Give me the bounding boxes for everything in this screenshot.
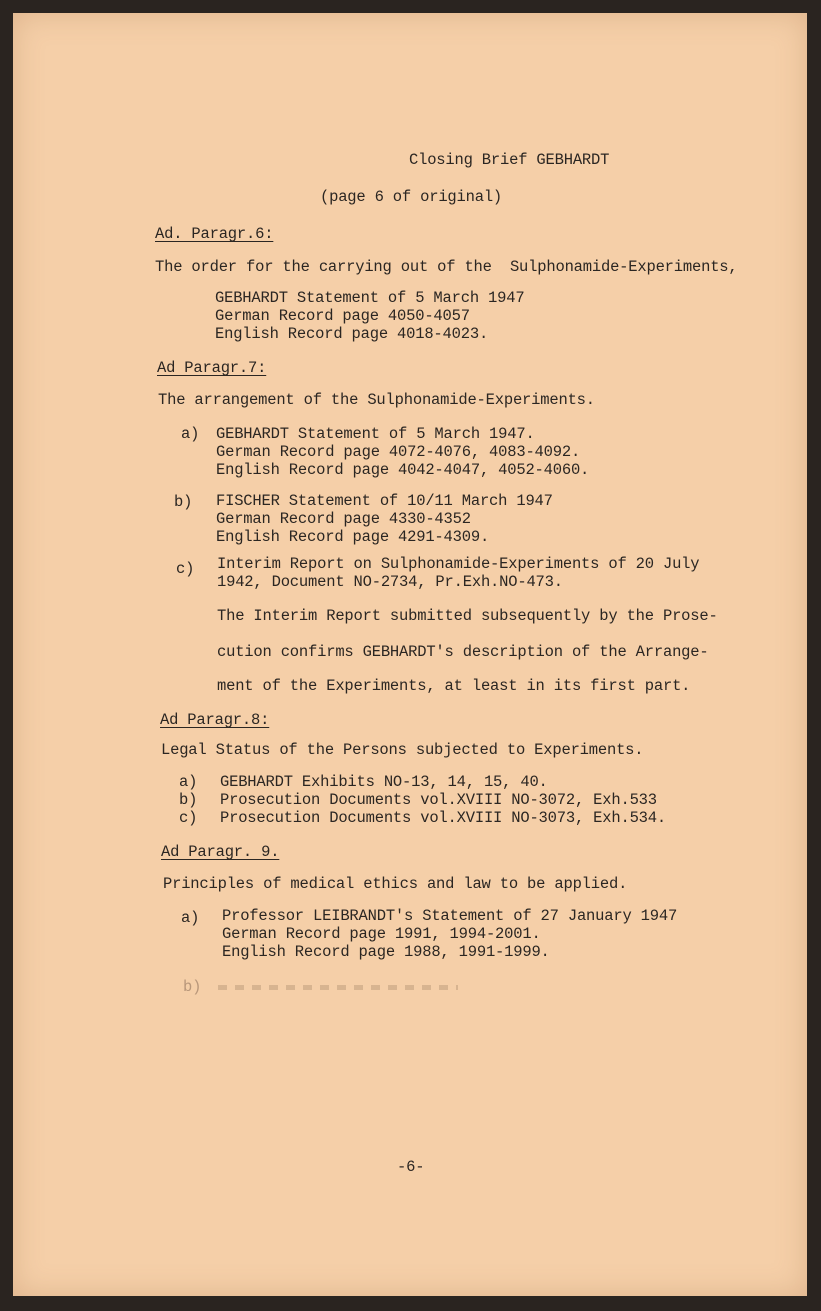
item-line: Prosecution Documents vol.XVIII NO-3072, Exh.533 bbox=[220, 791, 657, 809]
section-heading-p9: Ad Paragr. 9. bbox=[161, 843, 280, 861]
document-page bbox=[13, 13, 807, 1296]
item-line: German Record page 4330-4352 bbox=[216, 510, 471, 528]
item-line: GEBHARDT Exhibits NO-13, 14, 15, 40. bbox=[220, 773, 548, 791]
item-label: a) bbox=[179, 773, 198, 791]
note-line: cution confirms GEBHARDT's description of the Arrange- bbox=[217, 643, 709, 661]
section-heading-p6: Ad. Paragr.6: bbox=[155, 225, 274, 243]
item-line: FISCHER Statement of 10/11 March 1947 bbox=[216, 492, 553, 510]
item-label: b) bbox=[179, 791, 198, 809]
document-title: Closing Brief GEBHARDT bbox=[409, 151, 610, 169]
item-label: a) bbox=[181, 909, 200, 927]
section-heading-p7: Ad Paragr.7: bbox=[157, 359, 267, 377]
item-line: Professor LEIBRANDT's Statement of 27 January 1947 bbox=[222, 907, 678, 925]
document-subtitle: (page 6 of original) bbox=[320, 188, 503, 206]
reference-line: German Record page 4050-4057 bbox=[215, 307, 470, 325]
item-line: GEBHARDT Statement of 5 March 1947. bbox=[216, 425, 535, 443]
item-label: c) bbox=[179, 809, 198, 827]
item-label: b) bbox=[174, 493, 193, 511]
item-line: English Record page 4042-4047, 4052-4060. bbox=[216, 461, 590, 479]
item-line: English Record page 4291-4309. bbox=[216, 528, 490, 546]
item-label: c) bbox=[176, 560, 195, 578]
item-line: Prosecution Documents vol.XVIII NO-3073, Exh.534. bbox=[220, 809, 666, 827]
section-text-p7: The arrangement of the Sulphonamide-Experiments. bbox=[158, 391, 595, 409]
item-line: German Record page 1991, 1994-2001. bbox=[222, 925, 541, 943]
faint-ghost-text bbox=[218, 985, 458, 990]
reference-line: English Record page 4018-4023. bbox=[215, 325, 489, 343]
faint-item-label: b) bbox=[183, 978, 202, 996]
item-line: 1942, Document NO-2734, Pr.Exh.NO-473. bbox=[217, 573, 563, 591]
section-heading-p8: Ad Paragr.8: bbox=[160, 711, 270, 729]
item-line: Interim Report on Sulphonamide-Experiments of 20 July bbox=[217, 555, 700, 573]
section-text-p6: The order for the carrying out of the Sulphonamide-Experiments, bbox=[155, 258, 738, 276]
note-line: The Interim Report submitted subsequently by the Prose- bbox=[217, 607, 718, 625]
page-number: -6- bbox=[397, 1158, 425, 1176]
reference-line: GEBHARDT Statement of 5 March 1947 bbox=[215, 289, 525, 307]
section-text-p9: Principles of medical ethics and law to be applied. bbox=[163, 875, 628, 893]
section-text-p8: Legal Status of the Persons subjected to Experiments. bbox=[161, 741, 644, 759]
item-line: German Record page 4072-4076, 4083-4092. bbox=[216, 443, 581, 461]
item-line: English Record page 1988, 1991-1999. bbox=[222, 943, 550, 961]
note-line: ment of the Experiments, at least in its first part. bbox=[217, 677, 691, 695]
item-label: a) bbox=[181, 425, 200, 443]
